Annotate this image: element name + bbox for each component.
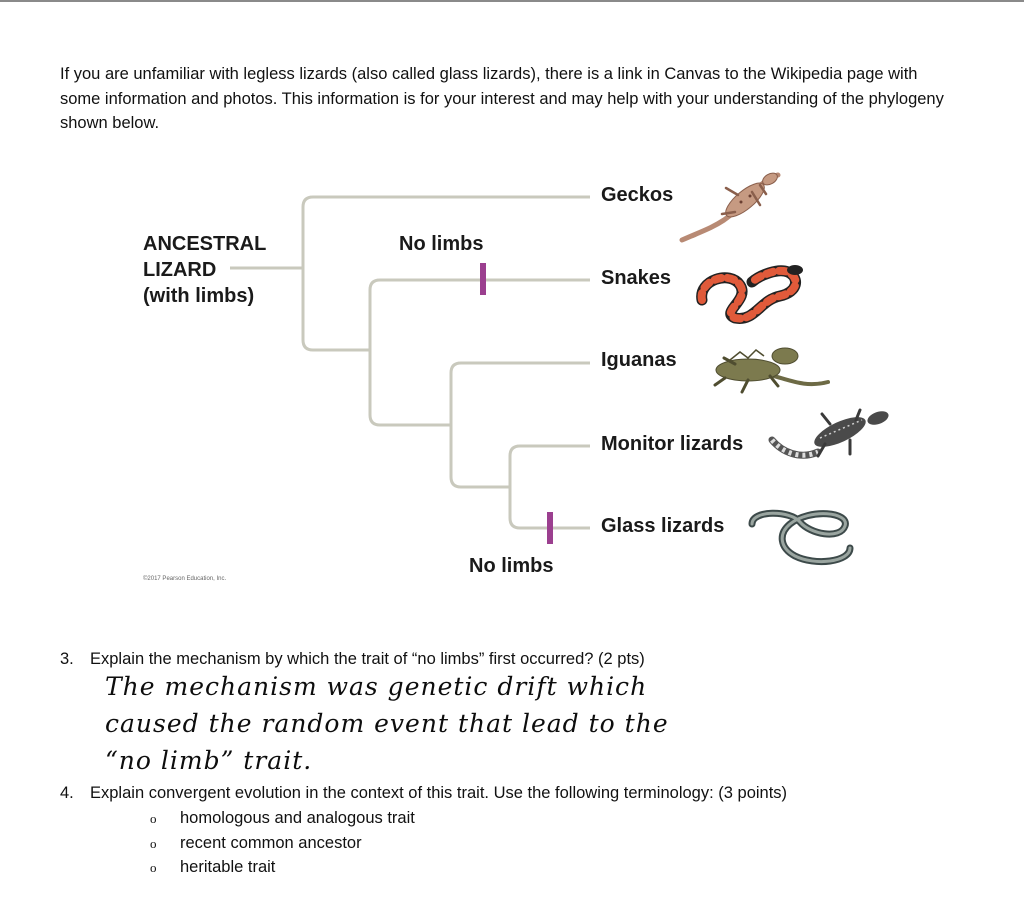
list-item-text: heritable trait <box>180 858 276 876</box>
copyright-note: ©2017 Pearson Education, Inc. <box>143 576 227 582</box>
handwritten-answer-line-1: The mechanism was genetic drift which <box>105 672 648 701</box>
terminology-list <box>150 806 415 880</box>
root-label-line-2: LIZARD <box>143 259 217 281</box>
list-item <box>150 806 415 831</box>
glass-lizard-illustration <box>752 513 850 561</box>
handwritten-answer-line-3: “no limb” trait. <box>105 746 313 775</box>
root-label-line-1: ANCESTRAL <box>143 233 267 255</box>
bullet-circle-icon: o <box>150 860 157 875</box>
trait-label-no-limbs-top: No limbs <box>399 233 484 255</box>
monitor-lizard-illustration <box>772 409 890 456</box>
node-iguanas-split <box>451 363 590 487</box>
question-3-number: 3. <box>60 650 74 668</box>
question-4-text: Explain convergent evolution in the context of this trait. Use the following terminology: (3 points) <box>90 784 788 802</box>
question-3 <box>60 650 645 669</box>
bullet-circle-icon: o <box>150 811 157 826</box>
question-4 <box>60 784 787 803</box>
node-snakes-split <box>370 280 590 425</box>
list-item <box>150 855 415 880</box>
no-limbs-trait-bar-snakes <box>480 263 486 295</box>
node-geckos-split <box>303 197 590 350</box>
iguana-illustration <box>715 348 828 392</box>
list-item-text: recent common ancestor <box>180 833 362 852</box>
taxon-label-iguanas: Iguanas <box>601 349 677 371</box>
root-label-line-3: (with limbs) <box>143 285 255 307</box>
question-3-text: Explain the mechanism by which the trait of “no limbs” first occurred? (2 pts) <box>90 650 645 668</box>
taxon-label-geckos: Geckos <box>601 184 674 206</box>
intro-paragraph: If you are unfamiliar with legless lizards (also called glass lizards), there is a link in Canvas to the Wikipedia page with some information and photos. This information is for your interest and may help with your understanding of the phylogeny shown below. <box>60 65 944 132</box>
handwritten-answer-line-2: caused the random event that lead to the <box>105 709 669 738</box>
list-item <box>150 831 415 856</box>
snake-illustration <box>702 265 803 318</box>
list-item-text: homologous and analogous trait <box>180 809 415 827</box>
question-4-number: 4. <box>60 784 74 802</box>
taxon-label-glass-lizards: Glass lizards <box>601 515 725 537</box>
taxon-label-monitor-lizards: Monitor lizards <box>601 433 744 455</box>
gecko-illustration <box>682 171 779 240</box>
trait-label-no-limbs-bottom: No limbs <box>469 555 554 577</box>
taxon-label-snakes: Snakes <box>601 267 672 289</box>
no-limbs-trait-bar-glass <box>547 512 553 544</box>
bullet-circle-icon: o <box>150 835 157 851</box>
handwritten-answer <box>105 668 865 779</box>
